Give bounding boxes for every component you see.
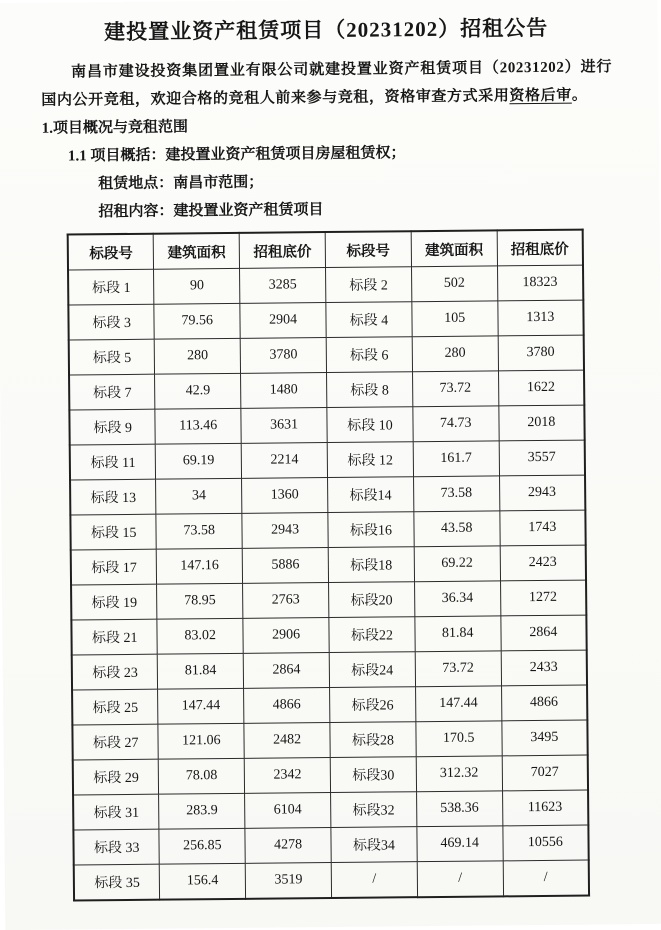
table-cell: 69.22 [414,546,500,582]
table-cell: 标段34 [331,827,417,863]
table-head [68,230,583,270]
table-cell: 4866 [244,688,330,724]
table-row [70,440,585,480]
intro-text: 南昌市建设投资集团置业有限公司就建投置业资产租赁项目（20231202）进行国内公开竞租，欢迎合格的竞租人前来参与竞租，资格审查方式采用 [41,59,613,109]
bid-sections-table [67,229,590,902]
table-cell: 标段 10 [327,407,413,443]
table-cell: 73.58 [413,476,499,512]
table-cell: 312.32 [416,756,502,792]
table-cell: 2943 [499,475,585,511]
table-cell: 2906 [243,618,329,654]
section-heading: 1.项目概况与竞租范围 [41,119,188,137]
table-cell: 标段 12 [327,442,413,478]
col-header-base-price-right: 招租底价 [497,230,583,266]
table-cell: 2763 [243,583,329,619]
table-cell: 10556 [503,825,589,861]
table-cell: 标段 21 [71,619,157,655]
table-row [70,475,585,515]
table-cell: 标段20 [329,582,415,618]
table-cell: 标段 7 [69,374,155,410]
table-cell: 标段 11 [70,444,156,480]
table-cell: 1743 [499,510,585,546]
table-cell: 81.84 [158,653,244,689]
table-row [73,825,588,865]
intro-underlined-text: 资格后审 [509,87,572,105]
col-header-base-price-left: 招租底价 [239,232,325,268]
table-row [71,580,586,620]
table-cell: 147.44 [158,688,244,724]
table-cell: 36.34 [414,581,500,617]
table-cell: 43.58 [414,511,500,547]
table-cell: 3285 [240,268,326,304]
table-cell: 标段 25 [72,689,158,725]
table-cell: 538.36 [416,791,502,827]
table-cell: 502 [411,266,497,302]
table-cell: 280 [155,338,241,374]
table-row [73,790,588,830]
table-row [71,545,586,585]
table-cell: 81.84 [415,616,501,652]
table-cell: 170.5 [416,721,502,757]
table-cell: 74.73 [413,406,499,442]
table-header-row [68,230,583,270]
table-cell: 3495 [502,720,588,756]
table-cell: 标段 15 [70,514,156,550]
table-row [73,755,588,795]
table-cell: 147.16 [157,548,243,584]
table-cell: 2433 [501,650,587,686]
table-cell: 标段28 [330,722,416,758]
table-row [70,510,585,550]
item-lease-content: 招租内容：建投置业资产租赁项目 [98,202,324,221]
table-cell: 标段 17 [71,549,157,585]
table-cell: 标段24 [329,652,415,688]
table-cell: 标段 35 [74,864,160,900]
table-cell: 42.9 [155,373,241,409]
table-row [74,860,589,900]
table-cell: / [503,860,589,896]
table-cell: 78.08 [159,758,245,794]
table-cell: 121.06 [158,723,244,759]
table-cell: 标段 27 [72,724,158,760]
table-cell: 标段 1 [68,269,154,305]
table-row [68,265,583,305]
table-cell: 69.19 [156,443,242,479]
table-cell: 标段 4 [326,302,412,338]
table-cell: 标段 19 [71,584,157,620]
table-cell: 156.4 [160,863,246,899]
table-cell: 147.44 [415,686,501,722]
table-cell: 469.14 [417,826,503,862]
table-cell: 1622 [498,370,584,406]
table-cell: 1360 [242,478,328,514]
table-cell: 7027 [502,755,588,791]
table-row [72,720,587,760]
table-cell: / [331,862,417,898]
table-row [71,615,586,655]
table-cell: 34 [156,478,242,514]
table-cell: 标段22 [329,617,415,653]
page-title: 建投置业资产租赁项目（20231202）招租公告 [104,15,549,45]
col-header-area-left: 建筑面积 [154,233,240,269]
table-cell: 83.02 [157,618,243,654]
table-row [69,370,584,410]
table-cell: 标段14 [328,477,414,513]
table-cell: 标段 13 [70,479,156,515]
table-cell: / [417,861,503,897]
table-cell: 78.95 [157,583,243,619]
table-cell: 标段 23 [72,654,158,690]
table-cell: 2904 [240,303,326,339]
table-cell: 2864 [501,615,587,651]
table-row [72,650,587,690]
table-cell: 3780 [240,338,326,374]
table-cell: 73.58 [156,513,242,549]
table-cell: 3780 [498,335,584,371]
table-cell: 标段 29 [73,759,159,795]
table-cell: 18323 [497,265,583,301]
table-cell: 标段 9 [69,409,155,445]
table-cell: 标段30 [330,757,416,793]
table-cell: 2018 [498,405,584,441]
intro-suffix: 。 [571,87,588,104]
table-row [69,405,584,445]
table-cell: 283.9 [159,793,245,829]
col-header-section-no-left: 标段号 [68,234,154,270]
table-cell: 2864 [243,653,329,689]
col-header-section-no-right: 标段号 [325,231,411,267]
table-cell: 标段26 [330,687,416,723]
table-cell: 5886 [242,548,328,584]
table-cell: 73.72 [415,651,501,687]
table-cell: 4866 [501,685,587,721]
table-cell: 1272 [500,580,586,616]
table-cell: 标段 3 [68,304,154,340]
table-cell: 4278 [245,828,331,864]
item-lease-location: 租赁地点：南昌市范围； [98,174,264,193]
table-cell: 256.85 [159,828,245,864]
table-cell: 2943 [242,513,328,549]
table-cell: 90 [154,268,240,304]
table-cell: 标段 31 [73,794,159,830]
table-cell: 6104 [245,793,331,829]
table-cell: 105 [412,301,498,337]
table-row [68,300,583,340]
table-cell: 标段 33 [73,829,159,865]
table-cell: 280 [412,336,498,372]
table-cell: 1480 [241,373,327,409]
table-cell: 73.72 [412,371,498,407]
table-cell: 标段 5 [69,339,155,375]
table-cell: 11623 [502,790,588,826]
table-row [72,685,587,725]
table-cell: 1313 [497,300,583,336]
table-cell: 标段 6 [326,337,412,373]
table-cell: 2342 [244,758,330,794]
item-project-overview: 1.1 项目概括：建投置业资产租赁项目房屋租赁权； [67,145,406,165]
intro-paragraph [41,53,613,114]
table-cell: 标段 8 [327,372,413,408]
table-cell: 2482 [244,723,330,759]
table-cell: 标段32 [331,792,417,828]
table-cell: 标段 2 [325,267,411,303]
table-cell: 2423 [500,545,586,581]
table-cell: 标段16 [328,512,414,548]
table-cell: 161.7 [413,441,499,477]
table-cell: 3519 [245,863,331,899]
table-cell: 3557 [499,440,585,476]
table-cell: 79.56 [154,303,240,339]
col-header-area-right: 建筑面积 [411,230,497,266]
table-cell: 标段18 [328,547,414,583]
table-cell: 113.46 [155,408,241,444]
table-cell: 3631 [241,408,327,444]
table-body [68,265,589,900]
table-row [69,335,584,375]
table-cell: 2214 [241,443,327,479]
